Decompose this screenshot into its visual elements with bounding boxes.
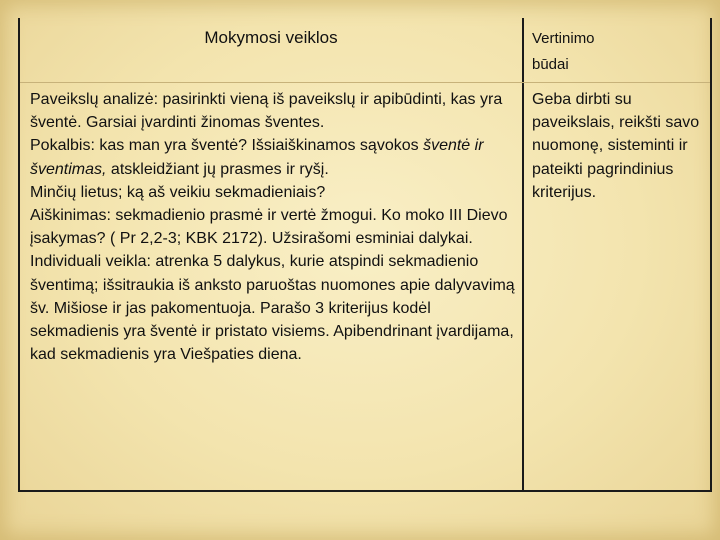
term-sventimas: ir šventimas, — [30, 137, 484, 178]
header-learning-activities: Mokymosi veiklos — [204, 28, 338, 47]
header-assessment-line2: būdai — [532, 56, 569, 73]
column-divider — [522, 18, 524, 490]
header-assessment-methods — [532, 26, 702, 78]
activity-picture-analysis: Paveikslų analizė: pasirinkti vieną iš paveikslų ir apibūdinti, kas yra šventė. Garsiai įvardinti žinomas šventes. — [30, 91, 503, 132]
activity-conversation — [30, 134, 518, 180]
activity-brainstorm: Minčių lietus; ką aš veikiu sekmadieniais? — [30, 183, 326, 201]
activity-individual-work: Individuali veikla: atrenka 5 dalykus, kurie atspindi sekmadienio šventimą; išsitraukia iš anksto paruoštas nuomones apie dalyvavimą šv. Mišiose ir jas pakomentuoja. Parašo 3 kriterijus kodėl sekmadienis yra šventė ir pristato visiems. Apibendrinant įvardijama, kad sekmadienis yra Viešpaties diena. — [30, 253, 515, 364]
activities-table — [18, 18, 712, 492]
activities-cell — [30, 88, 518, 366]
conversation-text-end: atskleidžiant jų prasmes ir ryšį. — [106, 160, 329, 178]
header-assessment-line1: Vertinimo — [532, 30, 595, 47]
conversation-text-start: Pokalbis: kas man yra šventė? Išsiaiškinamos sąvokos — [30, 137, 424, 155]
term-svente: šventė — [423, 137, 471, 155]
assessment-text: Geba dirbti su paveikslais, reikšti savo nuomonę, sisteminti ir pateikti pagrindinius kriterijus. — [532, 91, 700, 201]
header-divider — [20, 82, 710, 83]
activity-explanation: Aiškinimas: sekmadienio prasmė ir vertė žmogui. Ko moko III Dievo įsakymas? ( Pr 2,2-3; KBK 2172). Užsirašomi esminiai dalykai. — [30, 207, 508, 248]
assessment-cell — [532, 88, 708, 204]
